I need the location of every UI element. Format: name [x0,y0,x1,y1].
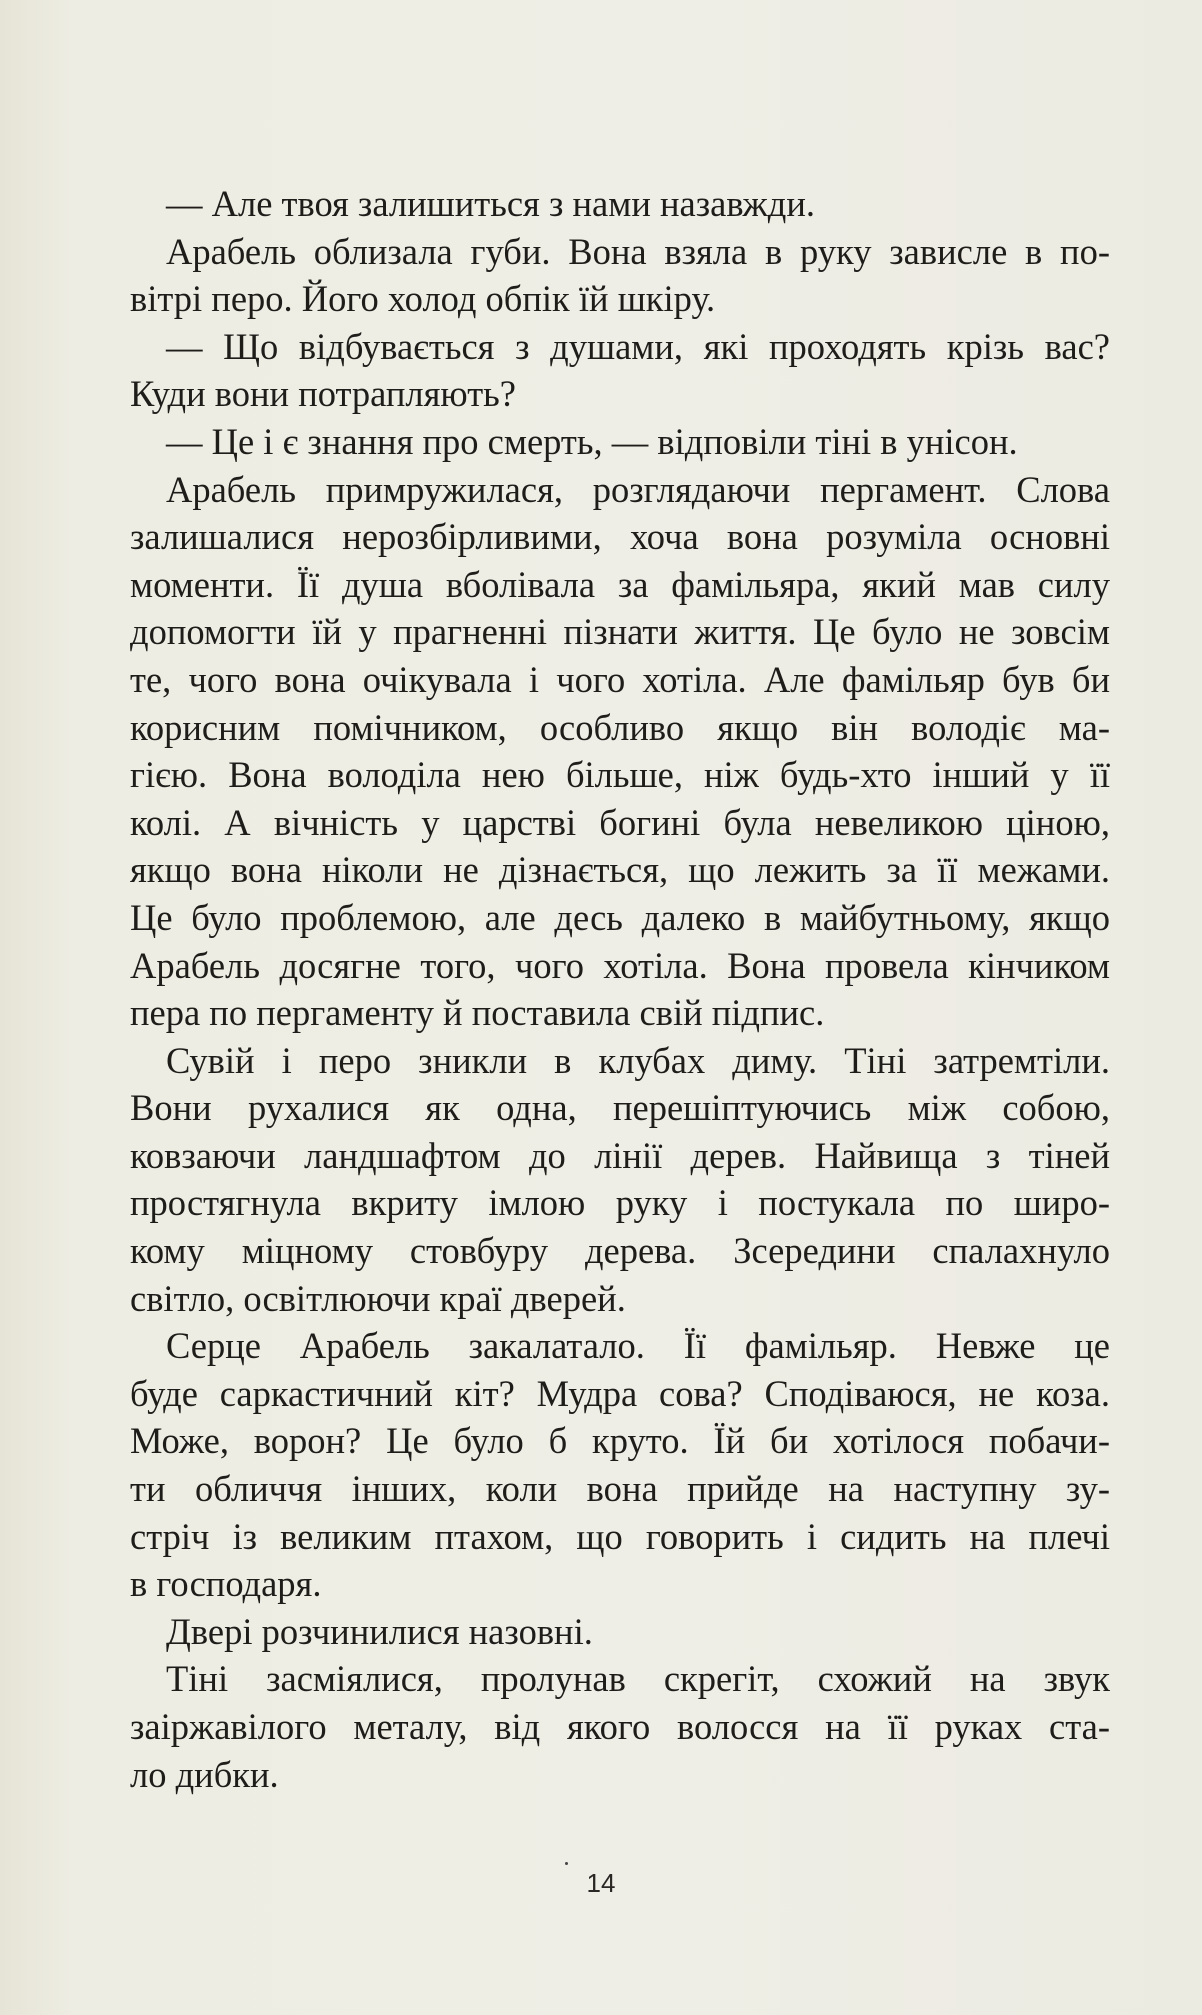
text-line: в господаря. [130,1563,322,1605]
paragraph [130,1655,1110,1798]
paragraph [130,1322,1110,1608]
text-line: ковзаючи ландшафтом до лінії дерев. Найвища з тіней [130,1134,1110,1176]
text-line: стріч із великим птахом, що говорить і сидить на плечі [130,1515,1110,1557]
text-line: кому міцному стовбуру дерева. Зсередини спалахнуло [130,1230,1110,1272]
text-line: моменти. Її душа вболівала за фамільяра, який мав силу [130,563,1110,605]
paragraph [130,1608,1110,1656]
paragraph [130,323,1110,418]
text-line: вітрі перо. Його холод обпік їй шкіру. [130,278,716,320]
text-line: Тіні засміялися, пролунав скрегіт, схожий на звук [166,1658,1110,1700]
text-line: Двері розчинилися назовні. [166,1610,593,1652]
text-line: допомогти їй у прагненні пізнати життя. Це було не зовсім [130,611,1110,653]
text-line: гією. Вона володіла нею більше, ніж будь-хто інший у її [130,754,1110,796]
text-line: Арабель облизала губи. Вона взяла в руку зависле в по- [166,230,1110,272]
text-line: Вони рухалися як одна, перешіптуючись між собою, [130,1087,1110,1129]
paragraph [130,180,1110,228]
text-line: заіржавілого металу, від якого волосся на її руках ста- [130,1706,1110,1747]
text-line: Серце Арабель закалатало. Її фамільяр. Невже це [166,1325,1110,1367]
text-line: пера по пергаменту й поставила свій підпис. [130,992,825,1034]
paragraph [130,466,1110,1037]
text-line: простягнула вкриту імлою руку і постукала по широ- [130,1182,1110,1224]
page-number: 14 [586,1868,616,1898]
ink-speck [565,1862,568,1865]
text-line: Куди вони потрапляють? [130,373,516,415]
text-line: світло, освітлюючи краї дверей. [130,1277,626,1319]
text-line: корисним помічником, особливо якщо він володіє ма- [130,706,1110,748]
text-line: Арабель досягне того, чого хотіла. Вона провела кінчиком [130,944,1110,986]
text-line: — Що відбувається з душами, які проходять крізь вас? [166,325,1110,367]
text-line: колі. А вічність у царстві богині була невеликою ціною, [130,801,1110,843]
text-line: те, чого вона очікувала і чого хотіла. Але фамільяр був би [130,658,1110,700]
text-line: Це було проблемою, але десь далеко в майбутньому, якщо [130,896,1110,938]
paragraph [130,228,1110,323]
body-text [130,180,1110,1798]
text-line: якщо вона ніколи не дізнається, що лежить за її межами. [130,849,1110,891]
text-line: буде саркастичний кіт? Мудра сова? Сподіваюся, не коза. [130,1372,1110,1414]
text-line: ло дибки. [130,1753,279,1795]
text-line: — Це і є знання про смерть, — відповіли тіні в унісон. [166,420,1018,462]
paragraph [130,418,1110,466]
text-line: залишалися нерозбірливими, хоча вона розуміла основні [130,516,1110,558]
text-line: Може, ворон? Це було б круто. Їй би хотілося побачи- [130,1420,1110,1462]
text-line: Арабель примружилася, розглядаючи пергамент. Слова [166,468,1110,510]
text-line: ти обличчя інших, коли вона прийде на наступну зу- [130,1468,1110,1510]
text-line: — Але твоя залишиться з нами назавжди. [166,183,815,224]
text-line: Сувій і перо зникли в клубах диму. Тіні затремтіли. [166,1039,1110,1081]
paragraph [130,1037,1110,1323]
